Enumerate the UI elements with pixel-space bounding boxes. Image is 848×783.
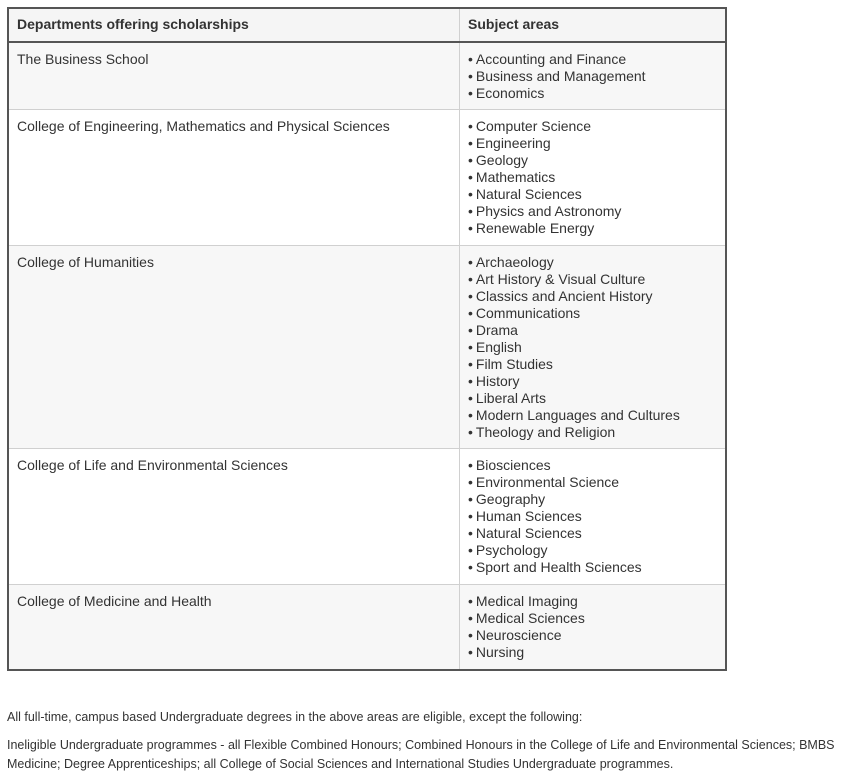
table-row (9, 245, 725, 448)
department-cell: College of Life and Environmental Sciences (9, 449, 460, 584)
subject-item: • Nursing (468, 644, 717, 661)
table-row (9, 109, 725, 245)
subject-item: • Natural Sciences (468, 186, 717, 203)
subject-item: • Drama (468, 322, 717, 339)
subject-item: • Medical Sciences (468, 610, 717, 627)
subject-item: • Human Sciences (468, 508, 717, 525)
subject-item: • Art History & Visual Culture (468, 271, 717, 288)
subject-item: • Geography (468, 491, 717, 508)
subject-item: • Mathematics (468, 169, 717, 186)
subject-item: • Accounting and Finance (468, 51, 717, 68)
header-departments: Departments offering scholarships (9, 9, 460, 41)
subject-item: • Geology (468, 152, 717, 169)
subject-item: • Liberal Arts (468, 390, 717, 407)
subject-item: • Communications (468, 305, 717, 322)
subject-list (468, 118, 717, 237)
department-cell: College of Humanities (9, 246, 460, 448)
subject-item: • Natural Sciences (468, 525, 717, 542)
subject-item: • Economics (468, 85, 717, 102)
table-body (9, 43, 725, 669)
subject-item: • Renewable Energy (468, 220, 717, 237)
subjects-cell (460, 585, 725, 669)
table-row (9, 584, 725, 669)
subjects-cell (460, 246, 725, 448)
subject-item: • Physics and Astronomy (468, 203, 717, 220)
subject-item: • Modern Languages and Cultures (468, 407, 717, 424)
ineligible-programmes-text: Ineligible Undergraduate programmes - all Flexible Combined Honours; Combined Honours in the College of Life and Environmental Sciences; BMBS Medicine; Degree Apprenticeships; all College of Social Sciences and International Studies Undergraduate programmes. (7, 738, 835, 771)
subject-item: • Engineering (468, 135, 717, 152)
subject-list (468, 51, 717, 102)
subject-item: • Classics and Ancient History (468, 288, 717, 305)
subject-item: • Business and Management (468, 68, 717, 85)
eligibility-notes (7, 708, 845, 783)
header-subject-areas: Subject areas (468, 16, 560, 32)
department-cell: The Business School (9, 43, 460, 109)
subject-item: • History (468, 373, 717, 390)
subject-item: • Archaeology (468, 254, 717, 271)
subject-item: • Film Studies (468, 356, 717, 373)
table-row (9, 43, 725, 109)
subjects-cell (460, 449, 725, 584)
subjects-cell (460, 43, 725, 109)
subject-item: • Medical Imaging (468, 593, 717, 610)
scholarship-table (7, 7, 727, 671)
department-cell: College of Engineering, Mathematics and Physical Sciences (9, 110, 460, 245)
subject-item: • Environmental Science (468, 474, 717, 491)
subject-item: • Sport and Health Sciences (468, 559, 717, 576)
subject-item: • Neuroscience (468, 627, 717, 644)
subject-item: • Theology and Religion (468, 424, 717, 441)
department-cell: College of Medicine and Health (9, 585, 460, 669)
subject-item: • Psychology (468, 542, 717, 559)
eligibility-text: All full-time, campus based Undergraduate degrees in the above areas are eligible, except the following: (7, 710, 583, 724)
subject-item: • English (468, 339, 717, 356)
subject-list (468, 254, 717, 441)
subject-list (468, 457, 717, 576)
subject-item: • Computer Science (468, 118, 717, 135)
table-row (9, 448, 725, 584)
subject-list (468, 593, 717, 661)
subjects-cell (460, 110, 725, 245)
table-header-row (9, 9, 725, 43)
subject-item: • Biosciences (468, 457, 717, 474)
